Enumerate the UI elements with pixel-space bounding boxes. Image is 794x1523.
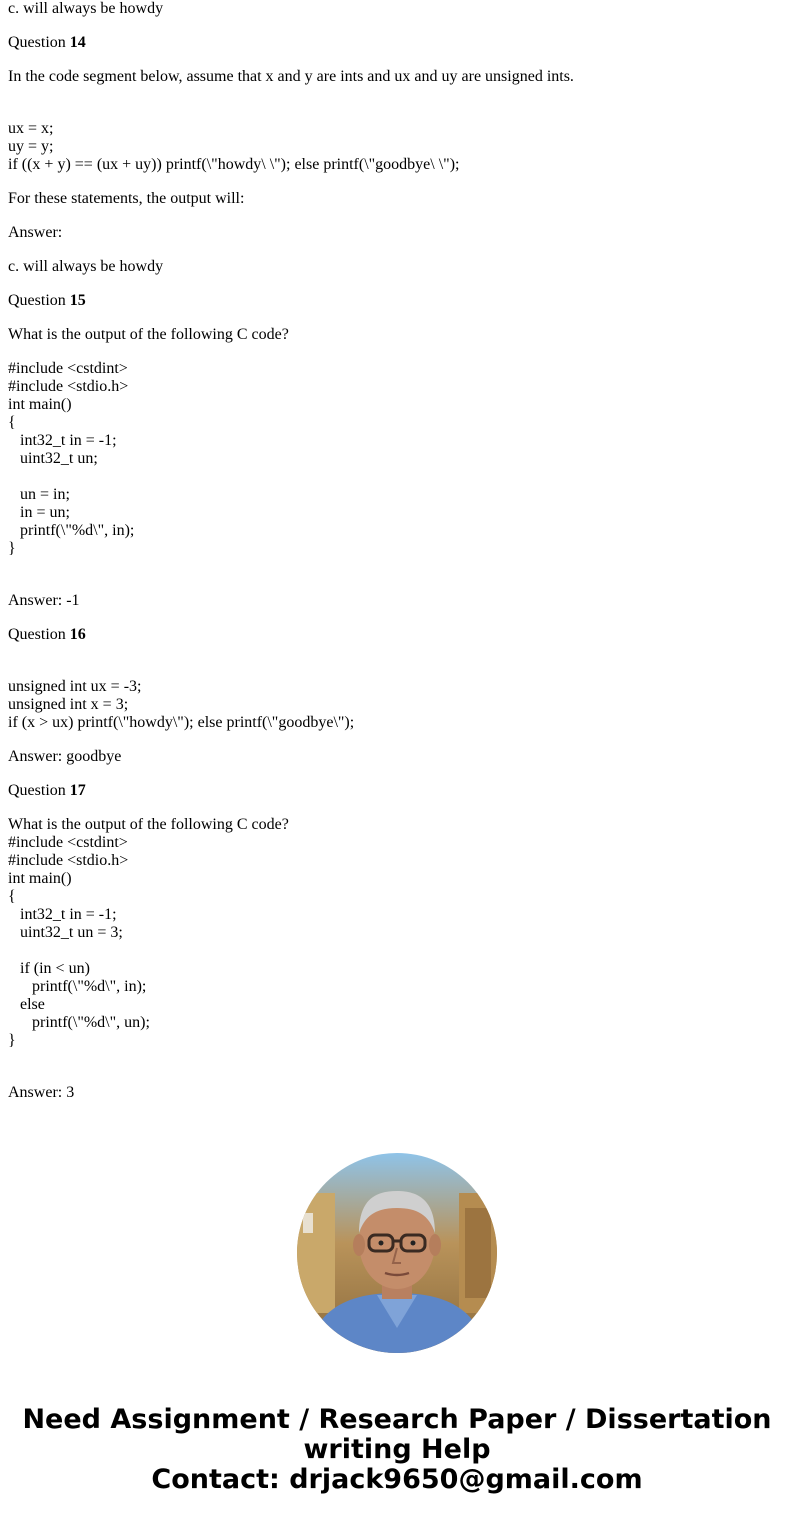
question-14-heading (8, 34, 786, 52)
question-15-heading (8, 292, 786, 310)
code-line: { (8, 888, 16, 905)
code-line: #include <cstdint> (8, 834, 128, 851)
code-line: } (8, 540, 16, 557)
question-label: Question (8, 626, 66, 643)
code-line: ux = x; (8, 120, 54, 137)
question-14-code (8, 120, 786, 174)
question-17-answer: Answer: 3 (8, 1084, 75, 1101)
question-label: Question (8, 34, 66, 51)
portrait-image (297, 1153, 497, 1353)
question-16-code (8, 678, 786, 732)
previous-answer: c. will always be howdy (8, 0, 164, 17)
question-number: 17 (69, 782, 86, 799)
question-number: 16 (69, 626, 86, 643)
code-line: else (8, 996, 45, 1013)
question-number: 14 (69, 34, 86, 51)
code-line: printf(\"%d\", un); (8, 1014, 150, 1031)
author-avatar (297, 1153, 497, 1353)
question-14-answer: c. will always be howdy (8, 258, 164, 275)
code-line: if (in < un) (8, 960, 90, 977)
footer-contact: Contact: drjack9650@gmail.com (151, 1464, 643, 1495)
code-line: { (8, 414, 16, 431)
code-line: un = in; (8, 486, 70, 503)
code-line: unsigned int x = 3; (8, 696, 129, 713)
code-line: uy = y; (8, 138, 54, 155)
code-line: unsigned int ux = -3; (8, 678, 142, 695)
code-blank-line (8, 558, 786, 576)
question-16-answer: Answer: goodbye (8, 748, 122, 765)
code-line: uint32_t un; (8, 450, 98, 467)
footer-line-1: Need Assignment / Research Paper / Dissertation (22, 1404, 772, 1435)
code-line (8, 942, 786, 960)
code-blank-line (8, 1050, 786, 1068)
code-line: uint32_t un = 3; (8, 924, 123, 941)
code-line: int32_t in = -1; (8, 906, 117, 923)
question-14-followup: For these statements, the output will: (8, 190, 245, 207)
code-line: } (8, 1032, 16, 1049)
code-line: printf(\"%d\", in); (8, 522, 135, 539)
code-line: #include <stdio.h> (8, 852, 129, 869)
code-line: if ((x + y) == (ux + uy)) printf(\"howdy\ \"); else printf(\"goodbye\ \"); (8, 156, 460, 173)
code-line: int32_t in = -1; (8, 432, 117, 449)
question-number: 15 (69, 292, 86, 309)
code-line: in = un; (8, 504, 70, 521)
code-line: if (x > ux) printf(\"howdy\"); else printf(\"goodbye\"); (8, 714, 355, 731)
question-14-prompt: In the code segment below, assume that x and y are ints and ux and uy are unsigned ints. (8, 68, 574, 85)
code-line: #include <stdio.h> (8, 378, 129, 395)
question-15-answer: Answer: -1 (8, 592, 80, 609)
question-label: Question (8, 782, 66, 799)
code-line: printf(\"%d\", in); (8, 978, 147, 995)
question-label: Question (8, 292, 66, 309)
question-15-code (8, 360, 786, 576)
advertisement-footer (0, 1405, 794, 1495)
footer-line-2: writing Help (303, 1434, 491, 1465)
code-line: What is the output of the following C code? (8, 816, 289, 833)
question-15-prompt: What is the output of the following C code? (8, 326, 289, 343)
code-line: #include <cstdint> (8, 360, 128, 377)
question-14-answer-label: Answer: (8, 224, 63, 241)
question-17-code (8, 816, 786, 1068)
code-line (8, 468, 786, 486)
code-line: int main() (8, 870, 72, 887)
question-16-heading (8, 626, 786, 644)
question-17-heading (8, 782, 786, 800)
code-line: int main() (8, 396, 72, 413)
